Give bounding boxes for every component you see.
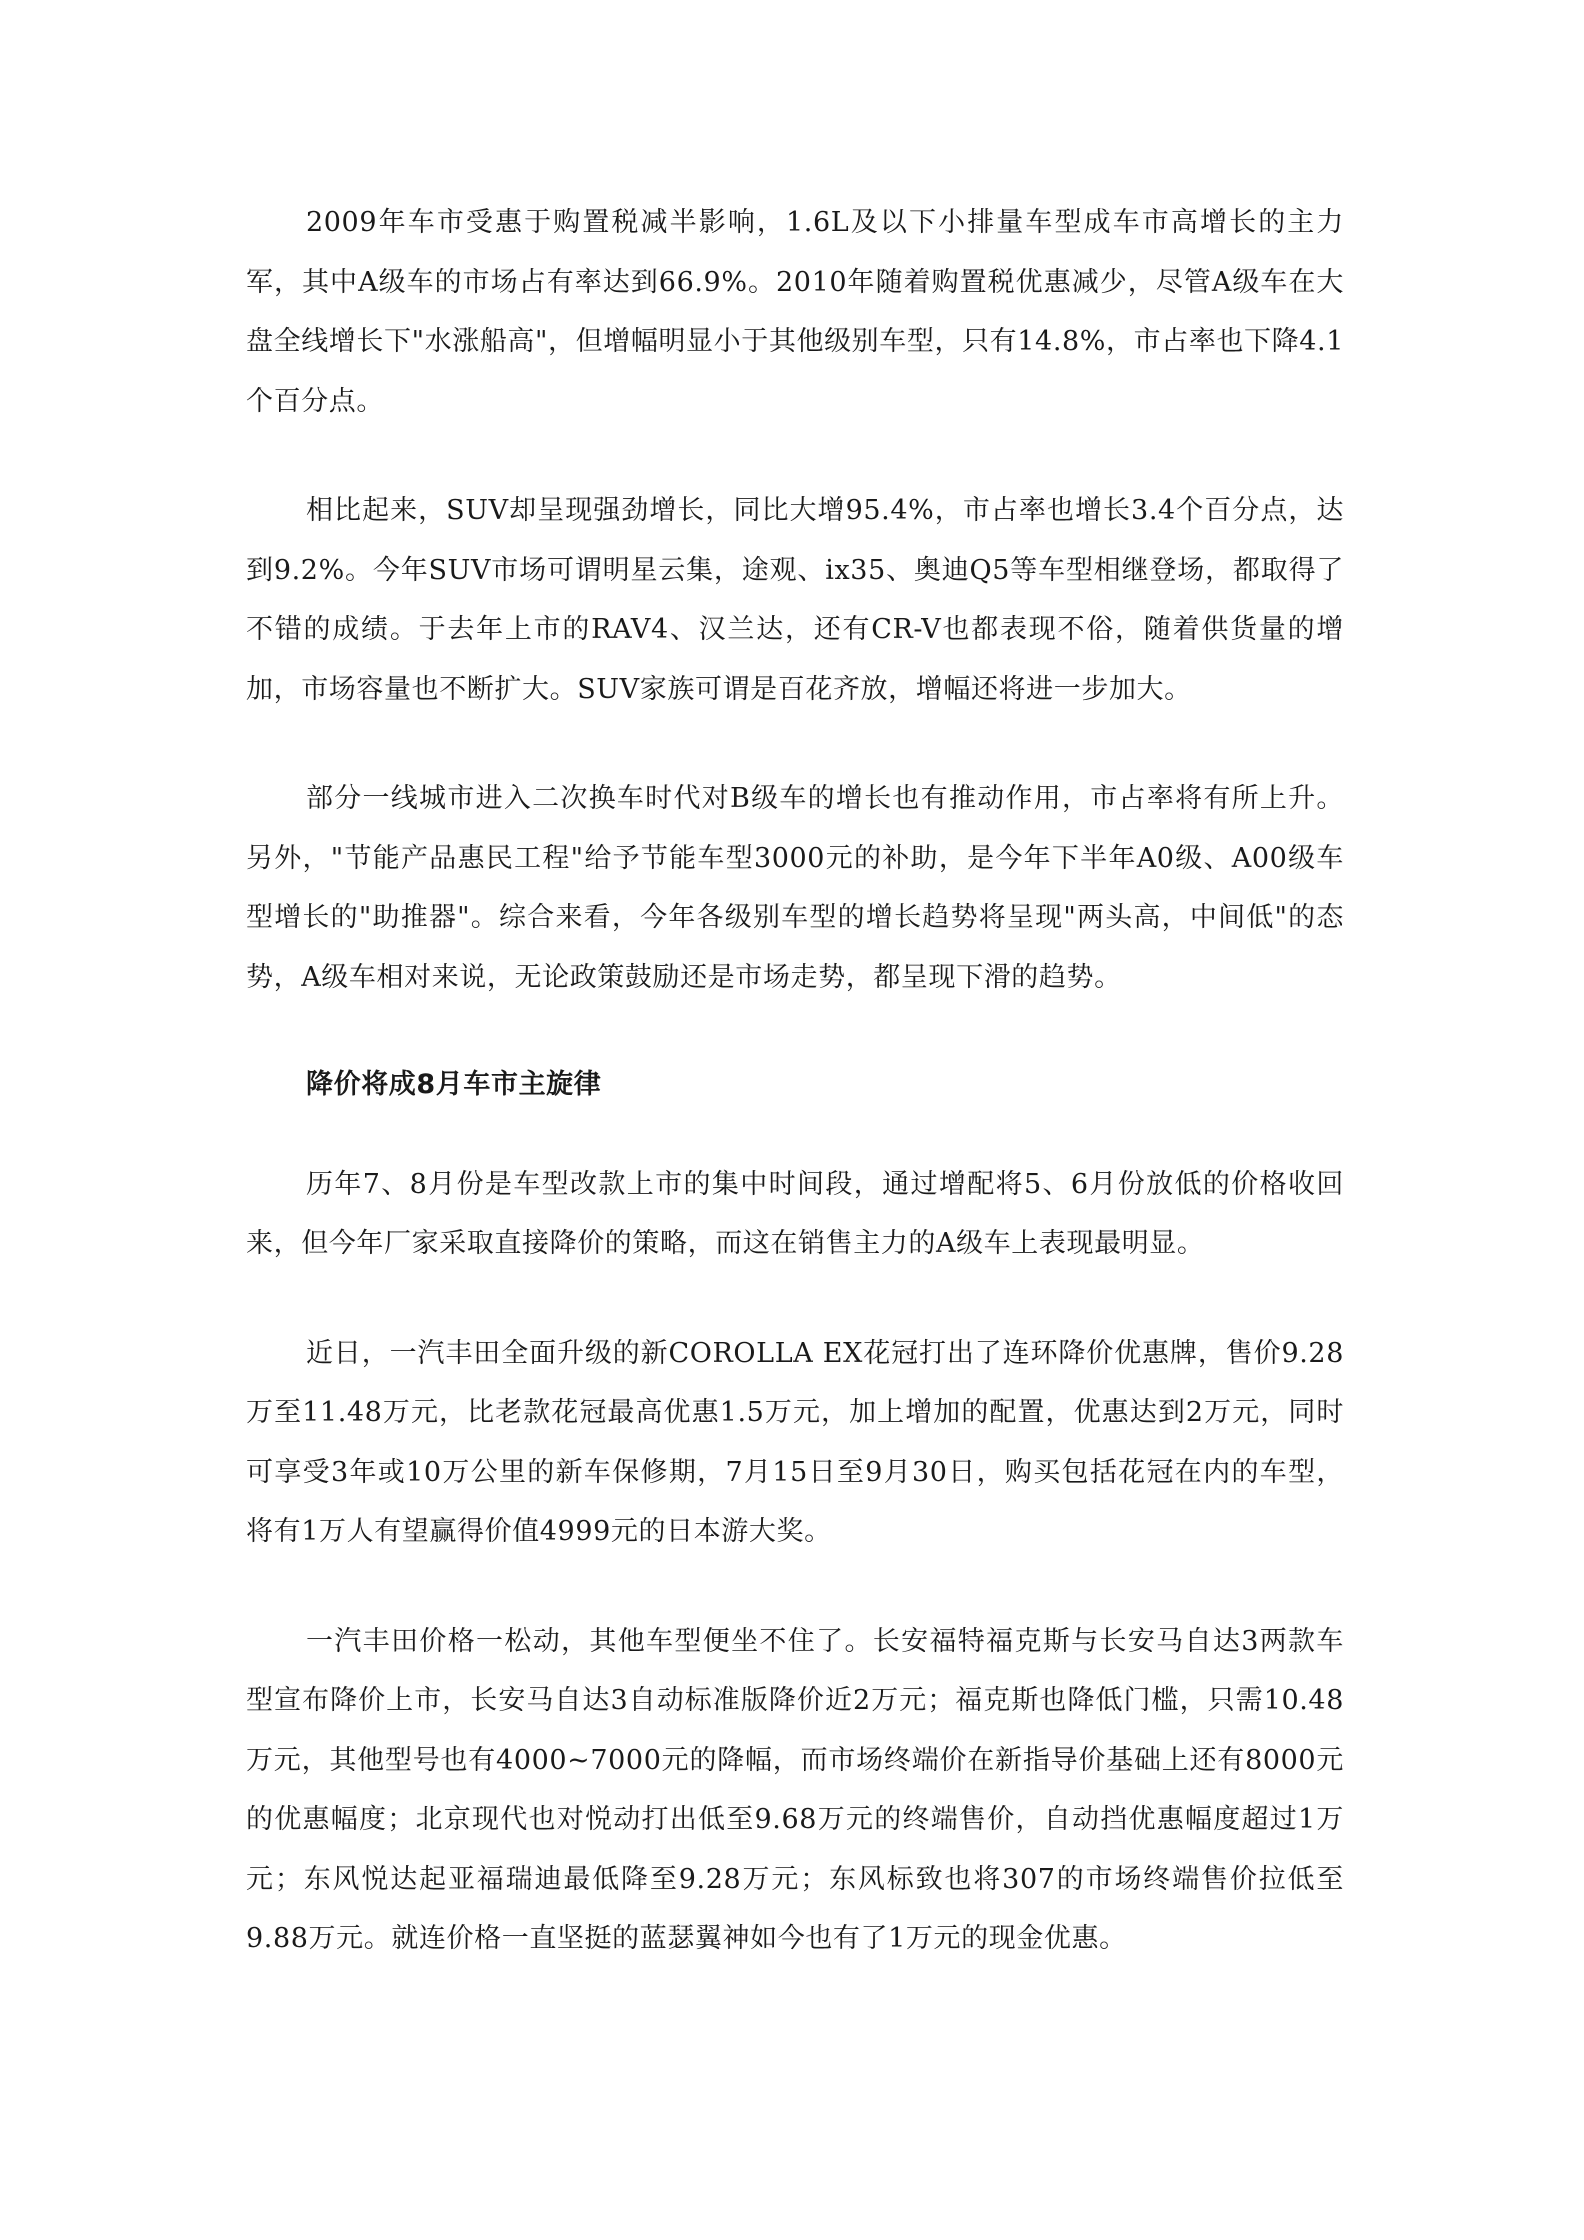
section-heading-price-cuts: 降价将成8月车市主旋律 <box>306 1069 602 1100</box>
paragraph-segment-trends: 部分一线城市进入二次换车时代对B级车的增长也有推动作用，市占率将有所上升。另外，"节能产品惠民工程"给予节能车型3000元的补助，是今年下半年A0级、A00级车型增长的"助推器"。综合来看，今年各级别车型的增长趋势将呈现"两头高，中间低"的态势，A级车相对来说，无论政策鼓励还是市场走势，都呈现下滑的趋势。 <box>246 783 1344 993</box>
document-page <box>246 193 1344 1969</box>
paragraph-competitor-price-cuts: 一汽丰田价格一松动，其他车型便坐不住了。长安福特福克斯与长安马自达3两款车型宣布降价上市，长安马自达3自动标准版降价近2万元；福克斯也降低门槛，只需10.48万元，其他型号也有4000~7000元的降幅，而市场终端价在新指导价基础上还有8000元的优惠幅度；北京现代也对悦动打出低至9.68万元的终端售价，自动挡优惠幅度超过1万元；东风悦达起亚福瑞迪最低降至9.28万元；东风标致也将307的市场终端售价拉低至9.88万元。就连价格一直坚挺的蓝瑟翼神如今也有了1万元的现金优惠。 <box>246 1625 1344 1954</box>
paragraph-july-august-launches: 历年7、8月份是车型改款上市的集中时间段，通过增配将5、6月份放低的价格收回来，但今年厂家采取直接降价的策略，而这在销售主力的A级车上表现最明显。 <box>246 1168 1344 1259</box>
paragraph-small-displacement-market: 2009年车市受惠于购置税减半影响，1.6L及以下小排量车型成车市高增长的主力军，其中A级车的市场占有率达到66.9%。2010年随着购置税优惠减少，尽管A级车在大盘全线增长下"水涨船高"，但增幅明显小于其他级别车型，只有14.8%，市占率也下降4.1个百分点。 <box>246 207 1344 417</box>
paragraph-suv-growth: 相比起来，SUV却呈现强劲增长，同比大增95.4%，市占率也增长3.4个百分点，达到9.2%。今年SUV市场可谓明星云集，途观、ix35、奥迪Q5等车型相继登场，都取得了不错的成绩。于去年上市的RAV4、汉兰达，还有CR-V也都表现不俗，随着供货量的增加，市场容量也不断扩大。SUV家族可谓是百花齐放，增幅还将进一步加大。 <box>246 495 1344 705</box>
paragraph-corolla-discount: 近日，一汽丰田全面升级的新COROLLA EX花冠打出了连环降价优惠牌，售价9.28万至11.48万元，比老款花冠最高优惠1.5万元，加上增加的配置，优惠达到2万元，同时可享受3年或10万公里的新车保修期，7月15日至9月30日，购买包括花冠在内的车型，将有1万人有望赢得价值4999元的日本游大奖。 <box>246 1337 1344 1547</box>
